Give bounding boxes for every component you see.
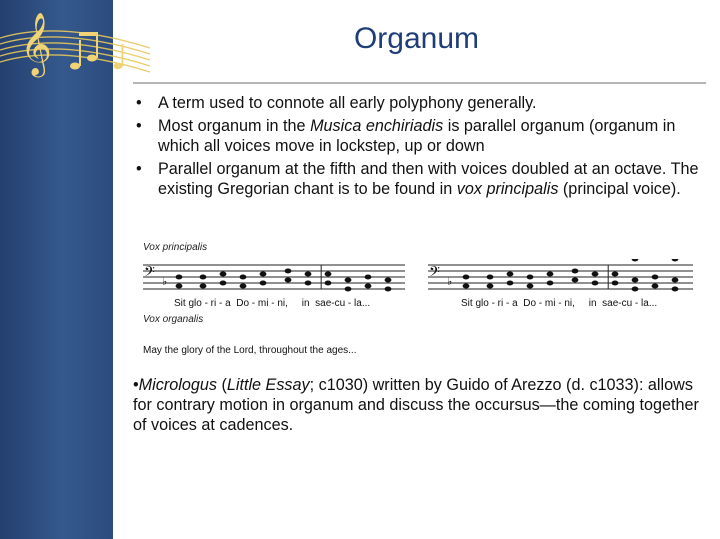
- title-divider: [133, 82, 706, 84]
- note-head: [305, 272, 312, 277]
- bullet-item: [133, 93, 703, 113]
- text-run: •: [133, 376, 139, 394]
- staff-doubled: [428, 259, 693, 297]
- text-run: vox principalis: [456, 180, 559, 198]
- text-run: (: [216, 376, 227, 394]
- staff-principalis: [143, 259, 405, 297]
- lyrics-left: Sit glo - ri - a Do - mi - ni, in sae-cu - la...: [174, 298, 371, 309]
- note-head: [572, 269, 579, 274]
- svg-text:𝄞: 𝄞: [20, 12, 52, 75]
- note-head: [285, 278, 292, 283]
- note-head: [672, 278, 679, 283]
- note-head: [652, 275, 659, 280]
- text-run: Little Essay: [226, 376, 310, 394]
- note-head: [365, 275, 372, 280]
- text-run: Parallel organum at the fifth and then with voices doubled at an octave. The existing Gregorian chant is to be found in: [158, 160, 699, 198]
- note-head: [176, 284, 183, 289]
- note-head: [325, 272, 332, 277]
- text-run: ; c1030) written by Guido of Arezzo (d. c1033): allows for contrary motion in organum and discuss the occursus—the coming together of voices at cadences.: [133, 376, 699, 434]
- note-head: [592, 272, 599, 277]
- note-head: [220, 281, 227, 286]
- bullet-dot: •: [136, 160, 142, 178]
- text-run: Musica enchiriadis: [310, 117, 444, 135]
- note-head: [305, 281, 312, 286]
- note-head: [672, 287, 679, 292]
- treble-clef-icon: [20, 12, 52, 78]
- text-run: Most organum in the: [158, 117, 311, 135]
- note-head: [632, 259, 639, 262]
- note-head: [463, 275, 470, 280]
- text-run: Micrologus: [138, 376, 217, 394]
- bass-clef-icon: 𝄢: [429, 264, 440, 284]
- bullet-item: [133, 159, 703, 199]
- note-head: [527, 275, 534, 280]
- note-head: [240, 275, 247, 280]
- bullet-dot: •: [136, 94, 142, 112]
- text-run: is parallel organum (organum in which all voices move in lockstep, up or down: [158, 117, 676, 155]
- note-head: [385, 287, 392, 292]
- note-head: [632, 287, 639, 292]
- note-head: [592, 281, 599, 286]
- note-head: [507, 281, 514, 286]
- note-head: [200, 284, 207, 289]
- micrologus-paragraph: [133, 375, 708, 435]
- note-head: [507, 272, 514, 277]
- slide-title: Organum: [353, 22, 480, 55]
- note-head: [487, 275, 494, 280]
- note-head: [463, 284, 470, 289]
- note-head: [220, 272, 227, 277]
- vox-organalis-label: Vox organalis: [143, 314, 204, 325]
- text-run: (principal voice).: [558, 180, 681, 198]
- flat-icon: ♭: [447, 275, 453, 288]
- note-head: [547, 272, 554, 277]
- vox-principalis-label: Vox principalis: [143, 242, 208, 253]
- translation-text: May the glory of the Lord, throughout the ages...: [143, 345, 357, 356]
- lyrics-right: Sit glo - ri - a Do - mi - ni, in sae-cu - la...: [461, 298, 658, 309]
- note-head: [345, 278, 352, 283]
- flat-icon: ♭: [162, 275, 168, 288]
- note-head: [345, 287, 352, 292]
- note-head: [365, 284, 372, 289]
- note-head: [652, 284, 659, 289]
- bass-clef-icon: 𝄢: [144, 264, 155, 284]
- bullet-item: [133, 116, 703, 156]
- note-head: [527, 284, 534, 289]
- note-head: [612, 272, 619, 277]
- note-head: [547, 281, 554, 286]
- note-head: [572, 278, 579, 283]
- bullet-list: [133, 93, 703, 202]
- note-head: [176, 275, 183, 280]
- text-run: A term used to connote all early polyphony generally.: [158, 94, 537, 112]
- note-head: [285, 269, 292, 274]
- note-head: [487, 284, 494, 289]
- note-head: [325, 281, 332, 286]
- note-head: [612, 281, 619, 286]
- note-head: [260, 272, 267, 277]
- note-head: [200, 275, 207, 280]
- note-head: [240, 284, 247, 289]
- bullet-dot: •: [136, 117, 142, 135]
- note-head: [385, 278, 392, 283]
- note-head: [260, 281, 267, 286]
- note-head: [632, 278, 639, 283]
- note-head: [672, 259, 679, 262]
